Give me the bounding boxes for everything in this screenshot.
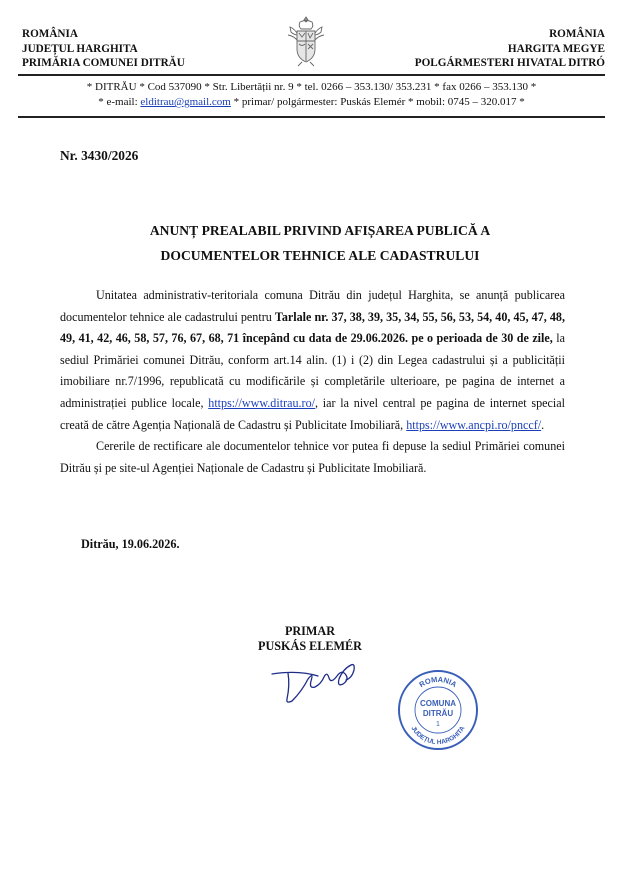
contact-line-1: * DITRĂU * Cod 537090 * Str. Libertății nr. 9 * tel. 0266 – 353.130/ 353.231 * fax 0266 – 353.130 *	[86, 81, 537, 93]
header-right-county: HARGITA MEGYE	[507, 42, 605, 55]
stamp-top-text: ROMANIA	[417, 674, 459, 690]
handwritten-signature	[262, 660, 407, 710]
contact-email-label: * e-mail:	[98, 96, 141, 108]
document-body	[60, 285, 565, 479]
signature-block	[230, 624, 390, 654]
paragraph-text: Unitatea administrativ-teritoriala comuna Ditrău din județul Harghita, se anunță publicarea documentelor tehnice ale cadastrului pentru	[60, 288, 565, 324]
title-line-2: DOCUMENTELOR TEHNICE ALE CADASTRULUI	[160, 248, 480, 263]
contact-line-2	[0, 95, 623, 110]
header-divider	[18, 74, 605, 76]
signatory-role: PRIMAR	[284, 624, 336, 638]
header-right-office: POLGÁRMESTERI HIVATAL DITRÓ	[414, 57, 605, 70]
ancpi-website-link[interactable]: https://www.ancpi.ro/pnccf/	[406, 417, 542, 432]
date-place: Ditrău, 19.06.2026.	[81, 537, 180, 551]
stamp-bottom-text: JUDEȚUL HARGHITA	[409, 725, 467, 747]
contact-block	[0, 80, 623, 110]
contact-mayor-phone: * primar/ polgármester: Puskás Elemér * mobil: 0745 – 320.017 *	[230, 96, 525, 108]
official-stamp	[396, 668, 480, 752]
header-right	[415, 27, 605, 71]
paragraph-rectification: Cererile de rectificare ale documentelor tehnice vor putea fi depuse la sediul Primăriei comunei Ditrău și pe site-ul Agenției Naționale de Cadastru și Publicitate Imobiliară.	[60, 439, 565, 475]
stamp-number: 1	[436, 721, 440, 728]
paragraph-text: la sediul Primăriei comunei Ditrău, conform art.14 alin. (1) i (2) din Legea cadastrului și a publicității imobiliare nr.7/1996, republicată cu modificările și completările ulterioare, pe pagina de internet a administrației publice locale,	[60, 331, 565, 410]
header-left	[22, 27, 185, 71]
romanian-coat-of-arms-icon	[286, 13, 326, 69]
ditrau-website-link[interactable]: https://www.ditrau.ro/	[208, 395, 315, 410]
header-left-county: JUDEȚUL HARGHITA	[22, 42, 138, 55]
signatory-name: PUSKÁS ELEMÉR	[258, 639, 362, 653]
paragraph-text: .	[541, 417, 545, 432]
paragraph-text: , iar la nivel central pe pagina de internet special creată de către Agenția Națională de Cadastru și Publicitate Imobiliară,	[60, 395, 565, 432]
document-title	[60, 218, 580, 268]
stamp-center-line-1: COMUNA	[420, 699, 456, 708]
header-right-country: ROMÂNIA	[549, 28, 605, 40]
paragraph-announcement	[60, 285, 565, 436]
email-link[interactable]: elditrau@gmail.com	[140, 96, 231, 108]
header-left-office: PRIMĂRIA COMUNEI DITRĂU	[22, 57, 185, 70]
title-line-1: ANUNȚ PREALABIL PRIVIND AFIȘAREA PUBLICĂ A	[149, 223, 491, 238]
header-left-country: ROMÂNIA	[22, 28, 78, 40]
parcels-and-period: Tarlale nr. 37, 38, 39, 35, 34, 55, 56, 53, 54, 40, 45, 47, 48, 49, 41, 42, 46, 58, 57, 76, 67, 68, 71 începând cu data de 29.06.2026. pe o perioada de 30 de zile,	[60, 309, 565, 346]
contact-divider	[18, 116, 605, 118]
document-number: Nr. 3430/2026	[60, 148, 139, 163]
stamp-center-line-2: DITRĂU	[422, 709, 454, 718]
